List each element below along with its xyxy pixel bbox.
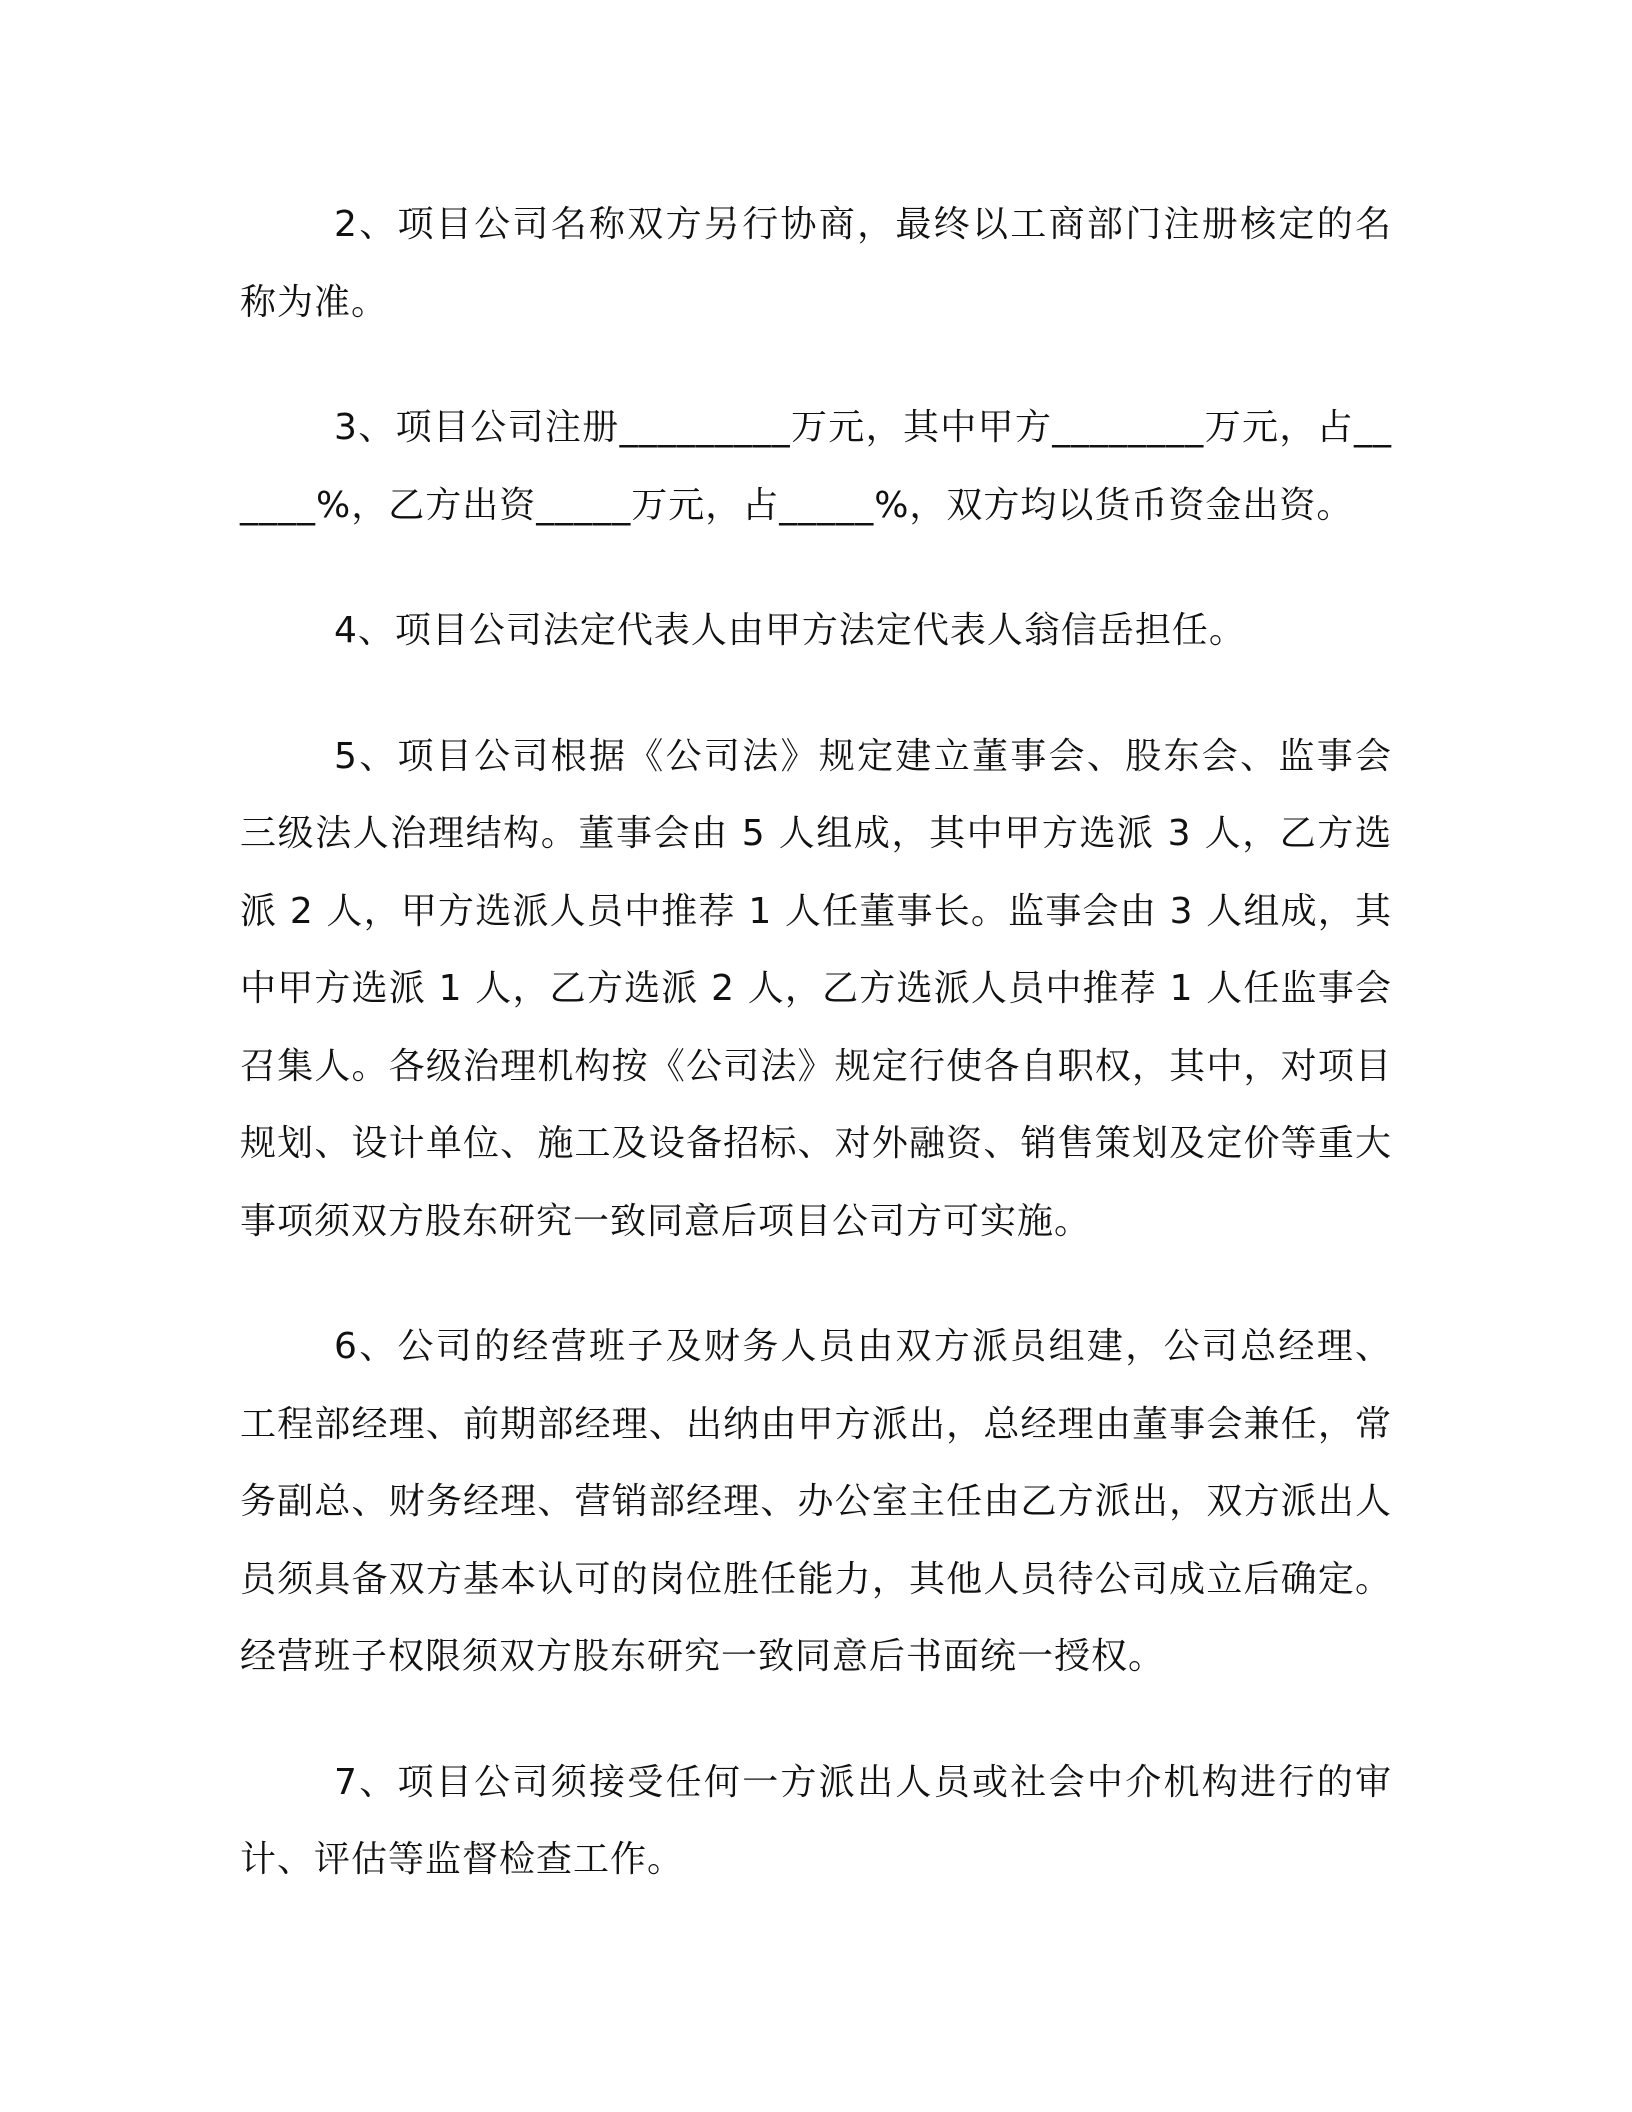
clause-6-paragraph: 6、公司的经营班子及财务人员由双方派员组建，公司总经理、工程部经理、前期部经理、出纳由甲方派出，总经理由董事会兼任，常务副总、财务经理、营销部经理、办公室主任由乙方派出，双方派出人员须具备双方基本认可的岗位胜任能力，其他人员待公司成立后确定。经营班子权限须双方股东研究一致同意后书面统一授权。 — [240, 1326, 1392, 1677]
clause-4-paragraph: 4、项目公司法定代表人由甲方法定代表人翁信岳担任。 — [334, 610, 1246, 651]
clause-7-paragraph: 7、项目公司须接受任何一方派出人员或社会中介机构进行的审计、评估等监督检查工作。 — [240, 1761, 1392, 1880]
clause-2-paragraph: 2、项目公司名称双方另行协商，最终以工商部门注册核定的名称为准。 — [240, 204, 1392, 323]
clause-5-paragraph: 5、项目公司根据《公司法》规定建立董事会、股东会、监事会三级法人治理结构。董事会由 5 人组成，其中甲方选派 3 人，乙方选派 2 人，甲方选派人员中推荐 1 人任董事长。监事会由 3 人组成，其中甲方选派 1 人，乙方选派 2 人，乙方选派人员中推荐 1 人任监事会召集人。各级治理机构按《公司法》规定行使各自职权，其中，对项目规划、设计单位、施工及设备招标、对外融资、销售策划及定价等重大事项须双方股东研究一致同意后项目公司方可实施。 — [240, 735, 1392, 1242]
clause-3-paragraph: 3、项目公司注册_________万元，其中甲方________万元，占______%，乙方出资_____万元，占_____%，双方均以货币资金出资。 — [240, 407, 1392, 526]
document-body — [240, 186, 1392, 1899]
